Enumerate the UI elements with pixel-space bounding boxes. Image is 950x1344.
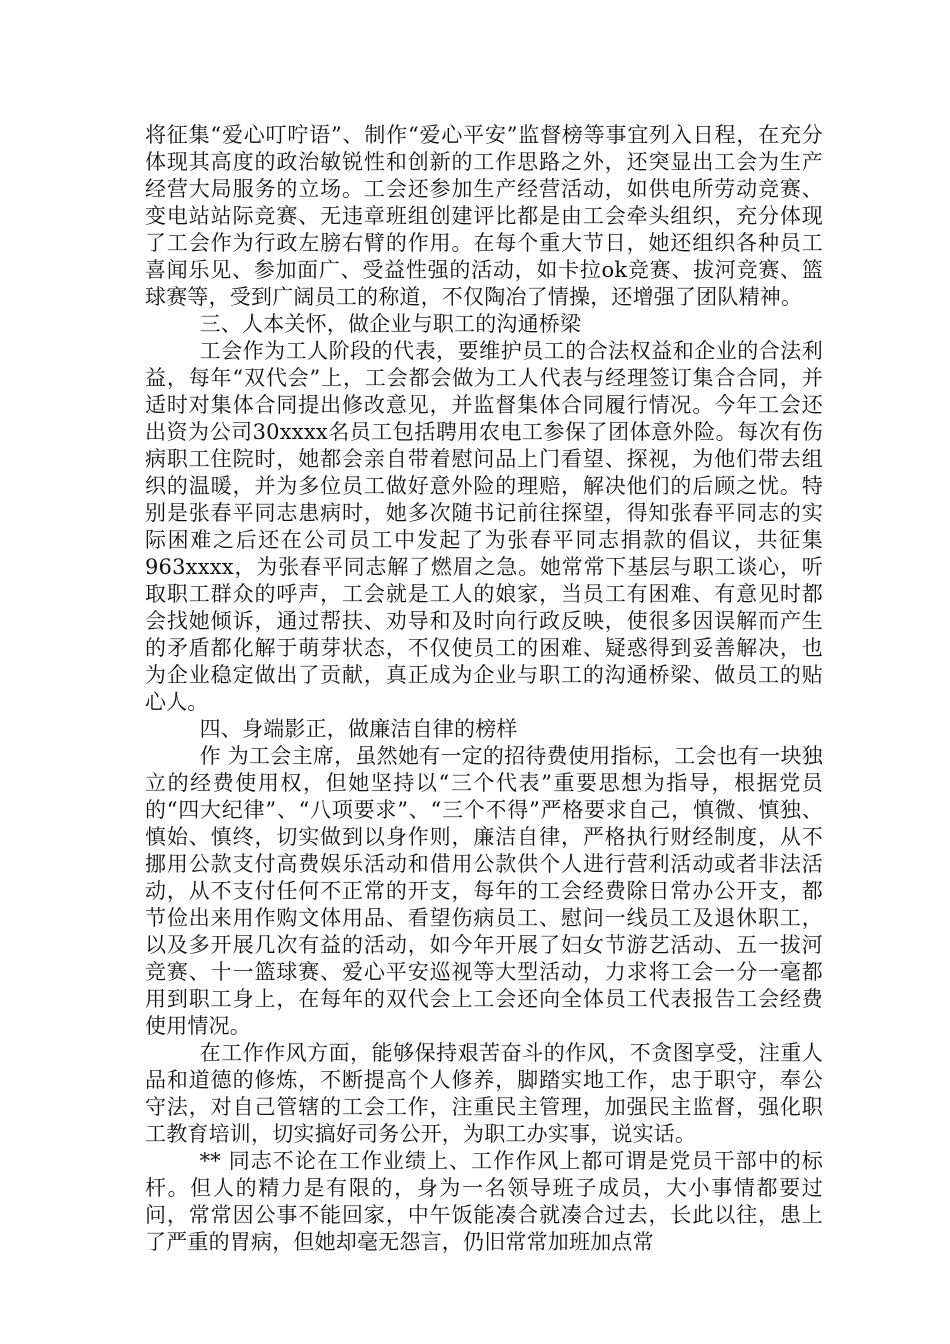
paragraph-summary: ** 同志不论在工作业绩上、工作作风上都可谓是党员干部中的标杆。但人的精力是有限的，身为一名领导班子成员，大小事情都要过问，常常因公事不能回家，中午饭能凑合就凑合过去，长此以往，患上了严重的胃病，但她却毫无怨言，仍旧常常加班加点常 xyxy=(145,1149,823,1254)
section-heading-3: 三、人本关怀，做企业与职工的沟通桥梁 xyxy=(199,312,582,336)
paragraph-integrity: 作 为工会主席，虽然她有一定的招待费使用指标，工会也有一块独立的经费使用权，但她坚持以“三个代表”重要思想为指导，根据党员的“四大纪律”、“八项要求”、“三个不得”严格要求自己，慎微、慎独、慎始、慎终，切实做到以身作则，廉洁自律，严格执行财经制度，从不挪用公款支付高费娱乐活动和借用公款供个人进行营利活动或者非法活动，从不支付任何不正常的开支，每年的工会经费除日常办公开支，都节俭出来用作购文体用品、看望伤病员工、慰问一线员工及退休职工，以及多开展几次有益的活动，如今年开展了妇女节游艺活动、五一拔河竞赛、十一篮球赛、爱心平安巡视等大型活动，力求将工会一分一毫都用到职工身上，在每年的双代会上工会还向全体员工代表报告工会经费使用情况。 xyxy=(145,744,823,1038)
paragraph-work-style: 在工作作风方面，能够保持艰苦奋斗的作风，不贪图享受，注重人品和道德的修炼，不断提高个人修养，脚踏实地工作，忠于职守，奉公守法，对自己管辖的工会工作，注重民主管理，加强民主监督，强化职工教育培训，切实搞好司务公开，为职工办实事，说实话。 xyxy=(145,1041,823,1146)
paragraph-continuation: 将征集“爱心叮咛语”、制作“爱心平安”监督榜等事宜列入日程，在充分体现其高度的政治敏锐性和创新的工作思路之外，还突显出工会为生产经营大局服务的立场。工会还参加生产经营活动，如供电所劳动竞赛、变电站站际竞赛、无违章班组创建评比都是由工会牵头组织，充分体现了工会作为行政左膀右臂的作用。在每个重大节日，她还组织各种员工喜闻乐见、参加面广、受益性强的活动，如卡拉ok竞赛、拔河竞赛、篮球赛等，受到广阔员工的称道，不仅陶冶了情操，还增强了团队精神。 xyxy=(145,123,823,309)
paragraph-care: 工会作为工人阶段的代表，要维护员工的合法权益和企业的合法利益，每年“双代会”上，工会都会做为工人代表与经理签订集合合同，并适时对集体合同提出修改意见，并监督集体合同履行情况。今年工会还出资为公司30xxxx名员工包括聘用农电工参保了团体意外险。每次有伤病职工住院时，她都会亲自带着慰问品上门看望、探视，为他们带去组织的温暖，并为多位员工做好意外险的理赔，解决他们的后顾之忧。特别是张春平同志患病时，她多次随书记前往探望，得知张春平同志的实际困难之后还在公司员工中发起了为张春平同志捐款的倡议，共征集963xxxx，为张春平同志解了燃眉之急。她常常下基层与职工谈心，听取职工群众的呼声，工会就是工人的娘家，当员工有困难、有意见时都会找她倾诉，通过帮扶、劝导和及时向行政反映，使很多因误解而产生的矛盾都化解于萌芽状态，不仅使员工的困难、疑惑得到妥善解决，也为企业稳定做出了贡献，真正成为企业与职工的沟通桥梁、做员工的贴心人。 xyxy=(145,339,823,714)
document-body xyxy=(145,122,823,1256)
section-heading-4: 四、身端影正，做廉洁自律的榜样 xyxy=(199,717,518,741)
